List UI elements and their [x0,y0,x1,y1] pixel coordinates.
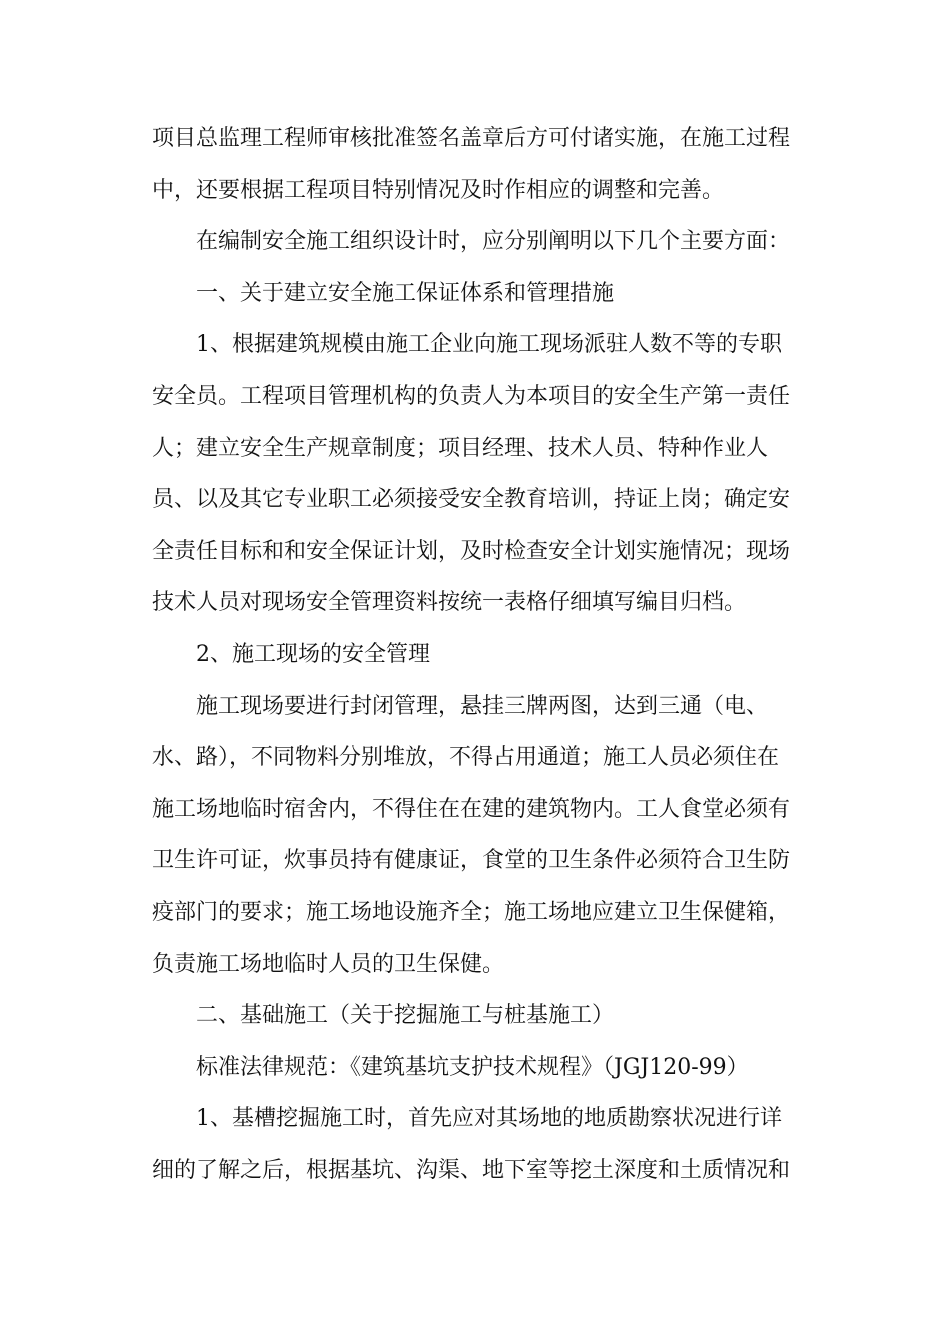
text-line: 人；建立安全生产规章制度；项目经理、技术人员、特种作业人 [152,435,769,461]
text-line: 1、根据建筑规模由施工企业向施工现场派驻人数不等的专职 [196,332,782,358]
text-line: 二、基础施工（关于挖掘施工与桩基施工） [196,1003,615,1029]
document-body [152,113,800,1196]
text-line: 疫部门的要求；施工场地设施齐全；施工场地应建立卫生保健箱， [152,899,791,925]
text-line: 员、以及其它专业职工必须接受安全教育培训，持证上岗；确定安 [152,487,791,513]
text-line: 标准法律规范：《建筑基坑支护技术规程》（JGJ120-99） [196,1054,749,1080]
text-line: 水、路），不同物料分别堆放，不得占用通道；施工人员必须住在 [152,745,780,771]
text-line: 中，还要根据工程项目特别情况及时作相应的调整和完善。 [152,177,725,203]
text-line: 2、施工现场的安全管理 [196,641,430,667]
text-line: 项目总监理工程师审核批准签名盖章后方可付诸实施，在施工过程 [152,126,791,151]
text-line: 1、基槽挖掘施工时，首先应对其场地的地质勘察状况进行详 [196,1106,782,1132]
text-line: 卫生许可证，炊事员持有健康证，食堂的卫生条件必须符合卫生防 [152,848,791,874]
text-line: 技术人员对现场安全管理资料按统一表格仔细填写编目归档。 [152,590,747,616]
text-line: 安全员。工程项目管理机构的负责人为本项目的安全生产第一责任 [152,383,791,409]
text-line: 在编制安全施工组织设计时，应分别阐明以下几个主要方面： [196,229,791,255]
text-line: 施工现场要进行封闭管理，悬挂三牌两图，达到三通（电、 [196,693,769,719]
text-line: 负责施工场地临时人员的卫生保健。 [152,951,505,977]
text-line: 施工场地临时宿舍内，不得住在在建的建筑物内。工人食堂必须有 [152,796,791,822]
text-line: 全责任目标和和安全保证计划，及时检查安全计划实施情况；现场 [152,538,791,564]
text-line: 细的了解之后，根据基坑、沟渠、地下室等挖土深度和土质情况和 [152,1157,791,1183]
text-line: 一、关于建立安全施工保证体系和管理措施 [196,280,615,306]
